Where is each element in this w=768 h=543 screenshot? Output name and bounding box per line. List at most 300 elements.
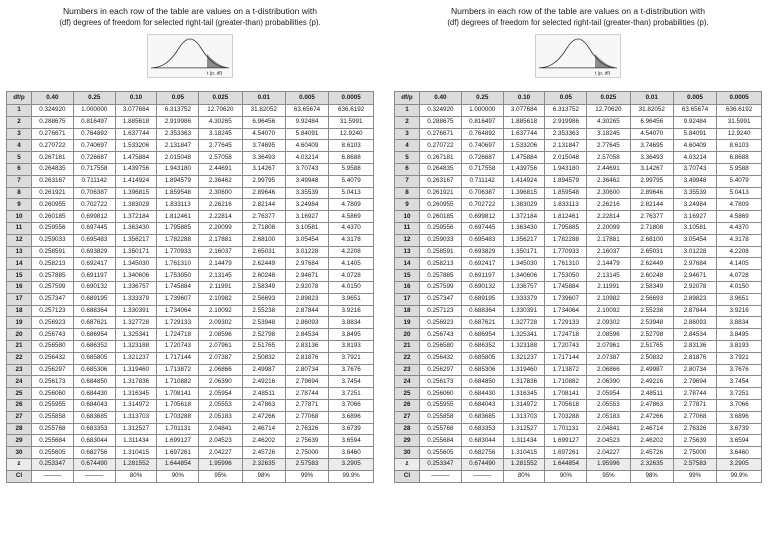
df-cell: 2 [395,116,420,128]
table-caption [394,6,762,28]
table-row [395,270,762,282]
table-caption [6,6,374,28]
value-cell: 2.86093 [673,317,716,329]
value-cell: 0.256580 [31,340,73,352]
value-cell: 0.690132 [73,281,115,293]
table-row [7,352,374,364]
value-cell: 3.6460 [329,447,374,459]
table-row [7,163,374,175]
df-cell: 26 [7,399,32,411]
df-cell: 4 [395,140,420,152]
value-cell: 1.372184 [115,211,157,223]
value-cell: 2.79694 [285,376,328,388]
ci-cell: 95% [199,470,242,482]
df-cell: z [7,458,32,470]
df-cell: 12 [395,234,420,246]
df-cell: 22 [7,352,32,364]
table-row [395,246,762,258]
value-cell: 6.96456 [242,116,285,128]
value-cell: 2.17881 [199,234,242,246]
value-cell: 2.015048 [157,152,199,164]
value-cell: 2.26216 [587,199,630,211]
value-cell: 1.356217 [115,234,157,246]
value-cell: 0.702722 [73,199,115,211]
value-cell: 0.260185 [419,211,461,223]
value-cell: 0.683685 [73,411,115,423]
value-cell: 3.8834 [329,317,374,329]
df-cell: 17 [395,293,420,305]
t-distribution-figure [147,34,233,78]
value-cell: 1.95996 [587,458,630,470]
table-row [7,270,374,282]
t-distribution-curve [535,34,621,78]
value-cell: 1.000000 [73,105,115,117]
value-cell: 2.68100 [630,234,673,246]
value-cell: 2.77871 [285,399,328,411]
value-cell: 0.688364 [73,305,115,317]
table-row [7,128,374,140]
value-cell: 4.3178 [717,234,762,246]
df-cell: 18 [7,305,32,317]
value-cell: 1.439756 [503,163,545,175]
value-cell: 3.7676 [717,364,762,376]
value-cell: 0.256580 [419,340,461,352]
value-cell: 0.683044 [461,435,503,447]
value-cell: 2.04523 [587,435,630,447]
value-cell: 0.693829 [73,246,115,258]
value-cell: 1.325341 [115,329,157,341]
value-cell: 0.692417 [461,258,503,270]
value-cell: 1.321237 [503,352,545,364]
table-row [395,435,762,447]
df-cell: 19 [395,317,420,329]
value-cell: 3.36493 [630,152,673,164]
value-cell: 0.255955 [31,399,73,411]
value-cell: 2.10092 [199,305,242,317]
value-cell: 2.52798 [242,329,285,341]
df-cell: 1 [7,105,32,117]
value-cell: 1.720743 [157,340,199,352]
value-cell: 4.03214 [673,152,716,164]
value-cell: 3.36493 [242,152,285,164]
value-cell: 0.263167 [31,175,73,187]
value-cell: 1.372184 [503,211,545,223]
value-cell: 0.256923 [31,317,73,329]
table-row [395,175,762,187]
value-cell: 2.06866 [199,364,242,376]
value-cell: 0.257885 [31,270,73,282]
value-cell: 4.5869 [717,211,762,223]
value-cell: 0.686352 [73,340,115,352]
df-cell: 5 [395,152,420,164]
value-cell: 0.324920 [31,105,73,117]
df-cell: 30 [395,447,420,459]
df-cell: 8 [395,187,420,199]
value-cell: 0.692417 [73,258,115,270]
value-cell: 1.314972 [115,399,157,411]
ci-cell: ——— [73,470,115,482]
value-cell: 2.16037 [199,246,242,258]
value-cell: 2.97684 [285,258,328,270]
value-cell: 0.256297 [419,364,461,376]
value-cell: 0.261921 [31,187,73,199]
value-cell: 1.316345 [503,388,545,400]
value-cell: 0.270722 [31,140,73,152]
ci-row [395,470,762,482]
value-cell: 0.260955 [419,199,461,211]
value-cell: 2.81876 [673,352,716,364]
table-row [7,105,374,117]
value-cell: 1.319460 [503,364,545,376]
value-cell: 3.7066 [329,399,374,411]
df-cell: 9 [395,199,420,211]
df-cell: 28 [395,423,420,435]
df-cell: 25 [7,388,32,400]
value-cell: 2.10982 [199,293,242,305]
value-cell: 2.94671 [285,270,328,282]
df-cell: 11 [395,222,420,234]
value-cell: 2.07387 [587,352,630,364]
value-cell: 0.256743 [419,329,461,341]
value-cell: 1.745884 [545,281,587,293]
value-cell: 2.51765 [242,340,285,352]
ci-cell: 90% [545,470,587,482]
value-cell: 1.697261 [157,447,199,459]
table-row [395,258,762,270]
value-cell: 0.740697 [461,140,503,152]
value-cell: 0.255768 [31,423,73,435]
table-row [7,152,374,164]
value-cell: 9.92484 [673,116,716,128]
value-cell: 2.08596 [199,329,242,341]
value-cell: 1.705618 [545,399,587,411]
header-cell: 0.05 [545,92,587,105]
value-cell: 1.321237 [115,352,157,364]
ci-cell: 99% [673,470,716,482]
table-row [395,199,762,211]
value-cell: 0.256173 [31,376,73,388]
value-cell: 3.05454 [673,234,716,246]
value-cell: 2.32635 [630,458,673,470]
value-cell: 1.770933 [157,246,199,258]
value-cell: 0.686954 [461,329,503,341]
value-cell: 2.57583 [673,458,716,470]
header-cell: 0.01 [630,92,673,105]
value-cell: 3.7251 [717,388,762,400]
value-cell: 636.6192 [329,105,374,117]
value-cell: 2.83136 [673,340,716,352]
df-cell: 29 [395,435,420,447]
value-cell: 2.48511 [630,388,673,400]
header-cell: 0.0005 [329,92,374,105]
table-row [395,352,762,364]
value-cell: 63.65674 [285,105,328,117]
value-cell: 1.336757 [503,281,545,293]
value-cell: 2.07387 [199,352,242,364]
value-cell: 3.05454 [285,234,328,246]
value-cell: 2.58349 [242,281,285,293]
df-cell: 5 [7,152,32,164]
value-cell: 12.70620 [199,105,242,117]
value-cell: 2.32635 [242,458,285,470]
header-cell: 0.005 [285,92,328,105]
value-cell: 4.54070 [630,128,673,140]
corner-cell: df/p [7,92,32,105]
value-cell: 2.09302 [199,317,242,329]
table-row [395,411,762,423]
value-cell: 3.7921 [717,352,762,364]
table-row [7,199,374,211]
value-cell: 0.256432 [419,352,461,364]
value-cell: 3.70743 [285,163,328,175]
caption-line-1: Numbers in each row of the table are values on a t-distribution with [450,6,706,16]
df-cell: 3 [7,128,32,140]
header-cell: 0.05 [157,92,199,105]
value-cell: 2.22814 [199,211,242,223]
value-cell: 0.687621 [461,317,503,329]
table-row [395,458,762,470]
table-row [395,447,762,459]
value-cell: 1.943180 [157,163,199,175]
header-cell: 0.25 [73,92,115,105]
df-cell: 9 [7,199,32,211]
value-cell: 2.08596 [587,329,630,341]
value-cell: 2.45726 [242,447,285,459]
value-cell: 2.92078 [673,281,716,293]
value-cell: 1.314972 [503,399,545,411]
header-cell: 0.025 [587,92,630,105]
value-cell: 0.264835 [31,163,73,175]
df-cell: 11 [7,222,32,234]
value-cell: 1.310415 [503,447,545,459]
value-cell: 0.764892 [73,128,115,140]
value-cell: 4.0150 [329,281,374,293]
value-cell: 1.325341 [503,329,545,341]
value-cell: 2.11991 [199,281,242,293]
value-cell: 0.685306 [461,364,503,376]
value-cell: 2.20099 [587,222,630,234]
table-row [7,423,374,435]
value-cell: 2.49216 [630,376,673,388]
value-cell: 1.713872 [545,364,587,376]
value-cell: 3.077684 [115,105,157,117]
df-cell: 6 [7,163,32,175]
value-cell: 0.683353 [461,423,503,435]
table-row [395,281,762,293]
t-table-panel-left [6,0,374,543]
value-cell: 1.356217 [503,234,545,246]
table-row [7,258,374,270]
value-cell: 4.54070 [242,128,285,140]
value-cell: 1.330391 [503,305,545,317]
value-cell: 8.6103 [717,140,762,152]
value-cell: 2.04227 [199,447,242,459]
value-cell: 4.7809 [329,199,374,211]
df-cell: 21 [7,340,32,352]
value-cell: 2.015048 [545,152,587,164]
value-cell: 2.94671 [673,270,716,282]
value-cell: 3.9651 [329,293,374,305]
value-cell: 1.812461 [545,211,587,223]
value-cell: 3.6594 [329,435,374,447]
value-cell: 2.92078 [285,281,328,293]
header-cell: 0.25 [461,92,503,105]
header-cell: 0.025 [199,92,242,105]
value-cell: 2.84534 [673,329,716,341]
value-cell: 12.9240 [717,128,762,140]
value-cell: 0.258213 [31,258,73,270]
df-cell: 6 [395,163,420,175]
value-cell: 4.4370 [329,222,374,234]
value-cell: 0.695483 [73,234,115,246]
value-cell: 1.697261 [545,447,587,459]
value-cell: 1.312527 [503,423,545,435]
value-cell: 2.87844 [673,305,716,317]
df-cell: 2 [7,116,32,128]
value-cell: 1.345030 [503,258,545,270]
df-cell: 20 [7,329,32,341]
df-cell: 19 [7,317,32,329]
table-row [395,140,762,152]
df-cell: 7 [395,175,420,187]
value-cell: 2.89823 [285,293,328,305]
value-cell: 0.685805 [73,352,115,364]
value-cell: 6.96456 [630,116,673,128]
table-row [7,364,374,376]
value-cell: 2.44691 [587,163,630,175]
value-cell: 1.720743 [545,340,587,352]
value-cell: 1.753050 [157,270,199,282]
table-row [395,211,762,223]
value-cell: 2.131847 [157,140,199,152]
t-table [6,91,374,483]
value-cell: 1.717144 [545,352,587,364]
value-cell: 1.885618 [503,116,545,128]
ci-cell: 99% [285,470,328,482]
value-cell: 1.383029 [115,199,157,211]
value-cell: 0.691197 [461,270,503,282]
value-cell: 2.05954 [587,388,630,400]
value-cell: 1.739607 [545,293,587,305]
table-row [7,116,374,128]
value-cell: 4.30265 [587,116,630,128]
ci-cell: ——— [461,470,503,482]
table-row [395,305,762,317]
value-cell: 1.943180 [545,163,587,175]
value-cell: 3.14267 [242,163,285,175]
value-cell: 0.706387 [73,187,115,199]
value-cell: 0.255858 [31,411,73,423]
value-cell: 0.259556 [419,222,461,234]
value-cell: 2.04523 [199,435,242,447]
value-cell: 2.76326 [285,423,328,435]
value-cell: 3.49948 [285,175,328,187]
value-cell: 3.8495 [329,329,374,341]
value-cell: 3.8193 [329,340,374,352]
value-cell: 1.770933 [545,246,587,258]
value-cell: 2.05954 [199,388,242,400]
df-cell: 8 [7,187,32,199]
value-cell: 1.313703 [503,411,545,423]
value-cell: 1.311434 [115,435,157,447]
table-row [7,187,374,199]
value-cell: 1.000000 [461,105,503,117]
df-cell: 16 [395,281,420,293]
df-cell: 25 [395,388,420,400]
value-cell: 1.281552 [115,458,157,470]
value-cell: 2.76326 [673,423,716,435]
value-cell: 4.0150 [717,281,762,293]
value-cell: 2.71808 [242,222,285,234]
value-cell: 1.729133 [157,317,199,329]
value-cell: 0.256060 [419,388,461,400]
value-cell: 5.0413 [717,187,762,199]
value-cell: 1.708141 [157,388,199,400]
value-cell: 1.475884 [115,152,157,164]
table-row [395,163,762,175]
value-cell: 2.75000 [285,447,328,459]
value-cell: 3.7066 [717,399,762,411]
value-cell: 2.87844 [285,305,328,317]
value-cell: 1.333379 [115,293,157,305]
table-row [7,281,374,293]
table-row [7,246,374,258]
value-cell: 2.53948 [242,317,285,329]
value-cell: 2.06390 [199,376,242,388]
value-cell: 0.684850 [73,376,115,388]
value-cell: 1.95996 [199,458,242,470]
value-cell: 3.49948 [673,175,716,187]
value-cell: 2.83136 [285,340,328,352]
value-cell: 2.13145 [199,270,242,282]
value-cell: 2.52798 [630,329,673,341]
table-row [7,376,374,388]
value-cell: 2.07961 [199,340,242,352]
value-cell: 2.47266 [630,411,673,423]
value-cell: 1.363430 [115,222,157,234]
value-cell: 4.03214 [285,152,328,164]
value-cell: 0.816497 [73,116,115,128]
value-cell: 1.885618 [115,116,157,128]
value-cell: 3.01228 [673,246,716,258]
value-cell: 0.257123 [419,305,461,317]
value-cell: 0.255955 [419,399,461,411]
value-cell: 1.724718 [545,329,587,341]
t-table [394,91,762,483]
value-cell: 31.5991 [329,116,374,128]
value-cell: 1.734064 [545,305,587,317]
value-cell: 4.2208 [717,246,762,258]
value-cell: 1.703288 [157,411,199,423]
value-cell: 1.745884 [157,281,199,293]
table-row [395,116,762,128]
df-cell: 29 [7,435,32,447]
ci-cell: 98% [242,470,285,482]
df-cell: 26 [395,399,420,411]
value-cell: 9.92484 [285,116,328,128]
value-cell: 1.708141 [545,388,587,400]
value-cell: 3.9651 [717,293,762,305]
value-cell: 2.45726 [630,447,673,459]
value-cell: 3.8834 [717,317,762,329]
value-cell: 0.684043 [73,399,115,411]
value-cell: 2.97684 [673,258,716,270]
table-row [395,152,762,164]
ci-cell: 99.9% [717,470,762,482]
value-cell: 3.6739 [717,423,762,435]
df-cell: 14 [7,258,32,270]
df-cell: 10 [7,211,32,223]
